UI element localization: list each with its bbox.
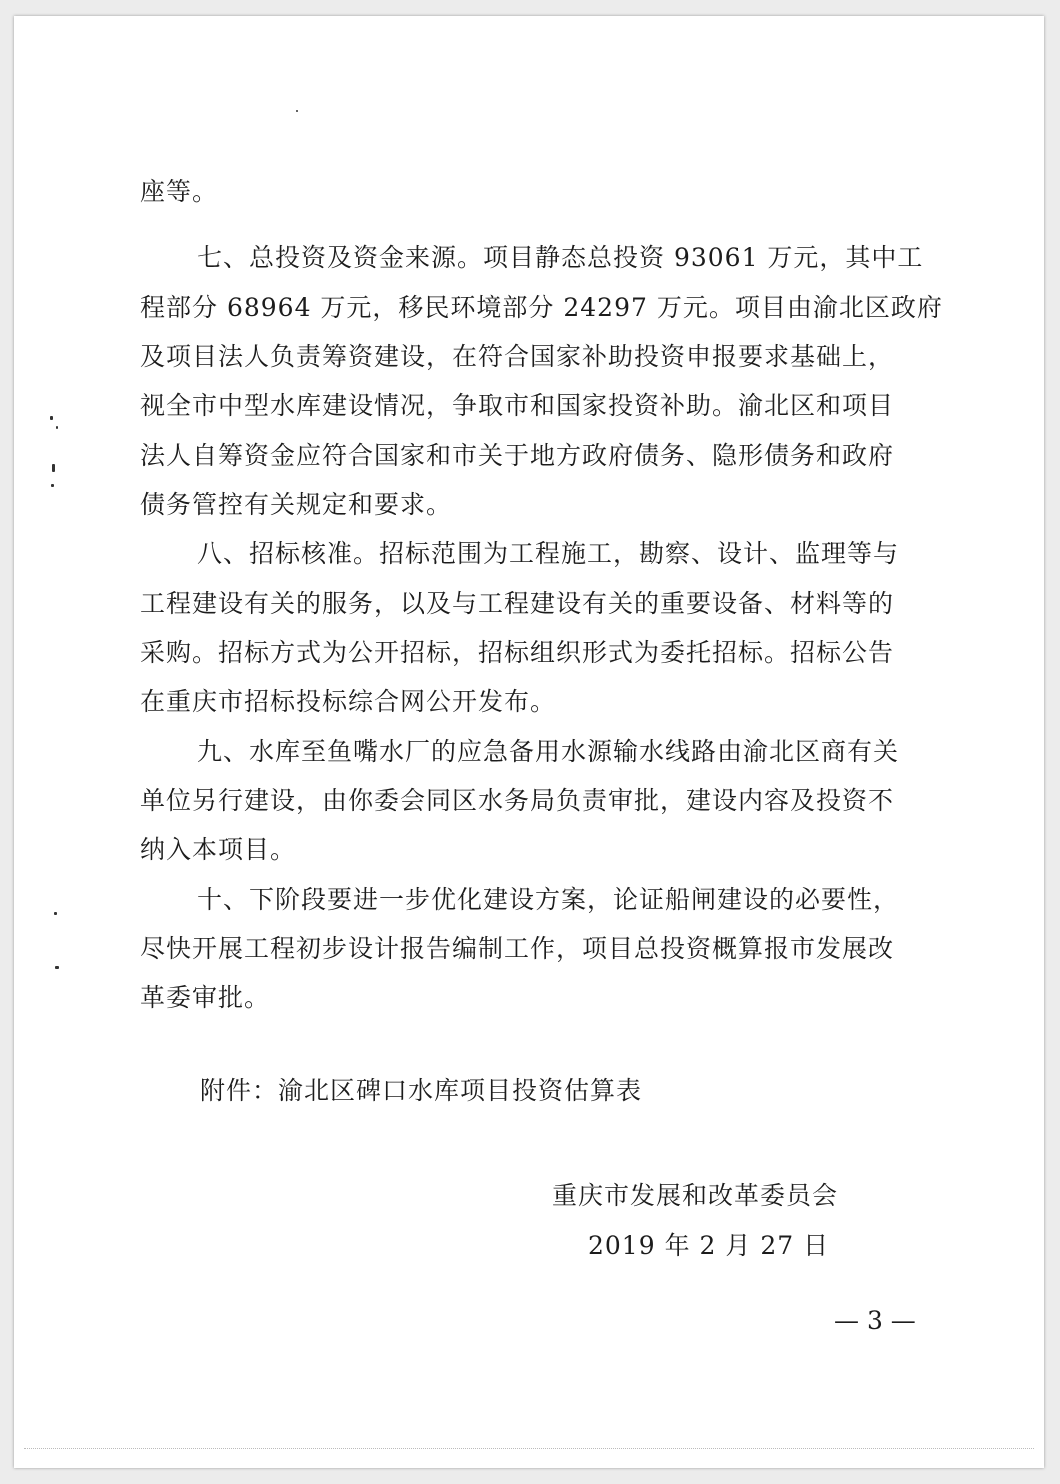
scan-speck — [55, 966, 59, 969]
scan-speck — [54, 912, 57, 915]
text-line: 十、下阶段要进一步优化建设方案，论证船闸建设的必要性， — [197, 885, 900, 914]
text-line: 尽快开展工程初步设计报告编制工作，项目总投资概算报市发展改 — [140, 934, 895, 963]
text-line: 债务管控有关规定和要求。 — [140, 490, 453, 519]
text-line: 九、水库至鱼嘴水厂的应急备用水源输水线路由渝北区商有关 — [197, 737, 900, 766]
scan-edge-line — [24, 1448, 1034, 1450]
scan-speck — [50, 416, 53, 420]
scan-speck — [51, 484, 54, 487]
signing-date: 2019 年 2 月 27 日 — [588, 1231, 830, 1260]
text-line: 单位另行建设，由你委会同区水务局负责审批，建设内容及投资不 — [140, 786, 895, 815]
attachment-note: 附件：渝北区碑口水库项目投资估算表 — [200, 1076, 643, 1105]
scan-speck — [52, 464, 55, 472]
scan-speck — [56, 426, 58, 429]
text-line: 八、招标核准。招标范围为工程施工，勘察、设计、监理等与 — [197, 539, 900, 568]
text-line: 革委审批。 — [140, 983, 271, 1012]
scan-speck — [296, 110, 298, 112]
text-line: 七、总投资及资金来源。项目静态总投资 93061 万元，其中工 — [197, 243, 924, 272]
text-line: 视全市中型水库建设情况，争取市和国家投资补助。渝北区和项目 — [140, 391, 895, 420]
text-line: 在重庆市招标投标综合网公开发布。 — [140, 687, 557, 716]
signing-organization: 重庆市发展和改革委员会 — [552, 1181, 839, 1210]
text-line: 及项目法人负责筹资建设，在符合国家补助投资申报要求基础上， — [140, 342, 895, 371]
text-line: 采购。招标方式为公开招标，招标组织形式为委托招标。招标公告 — [140, 638, 895, 667]
text-line: 纳入本项目。 — [140, 835, 297, 864]
document-page — [14, 16, 1044, 1468]
text-line: 程部分 68964 万元，移民环境部分 24297 万元。项目由渝北区政府 — [140, 293, 943, 322]
text-line: 座等。 — [140, 177, 219, 206]
text-line: 法人自筹资金应符合国家和市关于地方政府债务、隐形债务和政府 — [140, 441, 895, 470]
page-number: — 3 — — [834, 1306, 916, 1335]
text-line: 工程建设有关的服务，以及与工程建设有关的重要设备、材料等的 — [140, 589, 895, 618]
